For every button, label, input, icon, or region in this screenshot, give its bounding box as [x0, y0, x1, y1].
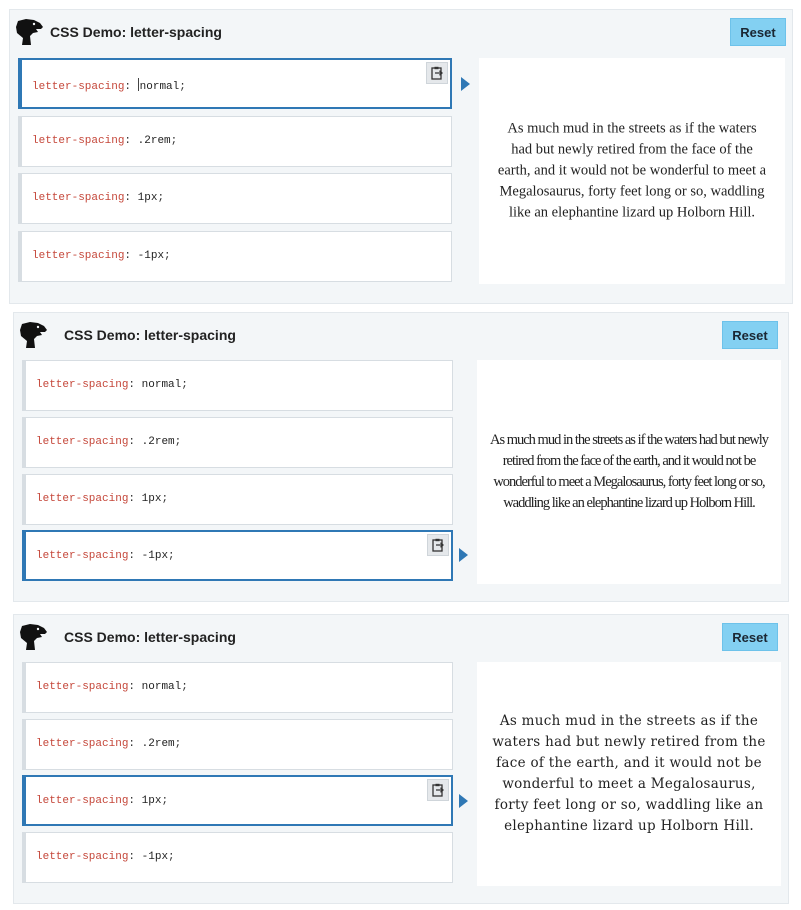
css-value: -1px: [141, 550, 169, 562]
css-value: -1px: [137, 250, 165, 262]
panel-title: CSS Demo: letter-spacing: [64, 327, 236, 343]
demo-panel-1: [9, 9, 793, 304]
choice-1px[interactable]: [18, 173, 452, 224]
output-area: [477, 662, 781, 886]
css-property: letter-spacing: [36, 550, 129, 562]
panel-header: [14, 615, 788, 659]
choice-neg-1px[interactable]: [22, 832, 453, 883]
triangle-right-icon: [459, 794, 468, 808]
code-line[interactable]: letter-spacing: -1px;: [36, 851, 175, 863]
dinosaur-head-icon: [18, 623, 48, 651]
css-value: .2rem: [137, 135, 171, 147]
code-line[interactable]: letter-spacing: 1px;: [36, 493, 169, 505]
css-value: 1px: [141, 493, 162, 505]
choice-2rem[interactable]: [22, 417, 453, 468]
css-property: letter-spacing: [36, 436, 129, 448]
reset-button[interactable]: Reset: [722, 321, 778, 349]
choice-1px[interactable]: [22, 775, 453, 826]
css-property: letter-spacing: [32, 250, 125, 262]
css-value: normal: [139, 81, 180, 93]
dinosaur-head-icon: [18, 321, 48, 349]
code-line[interactable]: letter-spacing: normal;: [32, 78, 186, 93]
clipboard-copy-icon: [431, 783, 445, 797]
css-property: letter-spacing: [32, 81, 125, 93]
css-value: .2rem: [141, 738, 175, 750]
text-cursor: [138, 78, 139, 91]
css-property: letter-spacing: [36, 795, 129, 807]
css-property: letter-spacing: [36, 738, 129, 750]
code-line[interactable]: letter-spacing: .2rem;: [36, 738, 182, 750]
code-line[interactable]: letter-spacing: normal;: [36, 681, 188, 693]
panel-header: [10, 10, 792, 54]
demo-panel-3: [13, 614, 789, 904]
reset-button[interactable]: Reset: [730, 18, 786, 46]
code-line[interactable]: letter-spacing: -1px;: [32, 250, 171, 262]
code-line[interactable]: letter-spacing: .2rem;: [36, 436, 182, 448]
choice-normal[interactable]: [22, 360, 453, 411]
code-line[interactable]: letter-spacing: .2rem;: [32, 135, 178, 147]
code-line[interactable]: letter-spacing: 1px;: [36, 795, 169, 807]
copy-button[interactable]: [427, 534, 449, 556]
css-value: normal: [141, 379, 182, 391]
css-property: letter-spacing: [32, 192, 125, 204]
css-property: letter-spacing: [36, 681, 129, 693]
output-text: As much mud in the streets as if the waters had but newly retired from the face of the earth, and it would not be wonderful to meet a Megalosaurus, forty feet long or so, waddling like an elephantine lizard up Holborn Hill.: [497, 120, 767, 221]
code-line[interactable]: letter-spacing: 1px;: [32, 192, 165, 204]
choice-neg-1px[interactable]: [18, 231, 452, 282]
panel-title: CSS Demo: letter-spacing: [50, 24, 222, 40]
css-value: 1px: [137, 192, 158, 204]
choice-1px[interactable]: [22, 474, 453, 525]
choice-2rem[interactable]: [18, 116, 452, 167]
code-line[interactable]: letter-spacing: -1px;: [36, 550, 175, 562]
reset-button[interactable]: Reset: [722, 623, 778, 651]
css-value: normal: [141, 681, 182, 693]
choice-neg-1px[interactable]: [22, 530, 453, 581]
clipboard-copy-icon: [430, 66, 444, 80]
css-property: letter-spacing: [36, 379, 129, 391]
panel-title: CSS Demo: letter-spacing: [64, 629, 236, 645]
choice-normal[interactable]: [22, 662, 453, 713]
css-property: letter-spacing: [36, 493, 129, 505]
clipboard-copy-icon: [431, 538, 445, 552]
css-value: .2rem: [141, 436, 175, 448]
output-text: As much mud in the streets as if the waters had but newly retired from the face of the earth, and it would not be wonderful to meet a Megalosaurus, forty feet long or so, waddling like an elephantine lizard up Holborn Hill.: [489, 432, 769, 511]
css-value: -1px: [141, 851, 169, 863]
copy-button[interactable]: [426, 62, 448, 84]
css-property: letter-spacing: [36, 851, 129, 863]
css-property: letter-spacing: [32, 135, 125, 147]
choice-normal[interactable]: [18, 58, 452, 109]
dinosaur-head-icon: [14, 18, 44, 46]
output-area: [477, 360, 781, 584]
output-text: As much mud in the streets as if the waters had but newly retired from the face of the earth, and it would not be wonderful to meet a Megalosaurus, forty feet long or so, waddling like an elephantine lizard up Holborn Hill.: [492, 713, 766, 834]
output-area: [479, 58, 785, 284]
code-line[interactable]: letter-spacing: normal;: [36, 379, 188, 391]
panel-header: [14, 313, 788, 357]
copy-button[interactable]: [427, 779, 449, 801]
css-value: 1px: [141, 795, 162, 807]
demo-panel-2: [13, 312, 789, 602]
choice-2rem[interactable]: [22, 719, 453, 770]
triangle-right-icon: [459, 548, 468, 562]
triangle-right-icon: [461, 77, 470, 91]
